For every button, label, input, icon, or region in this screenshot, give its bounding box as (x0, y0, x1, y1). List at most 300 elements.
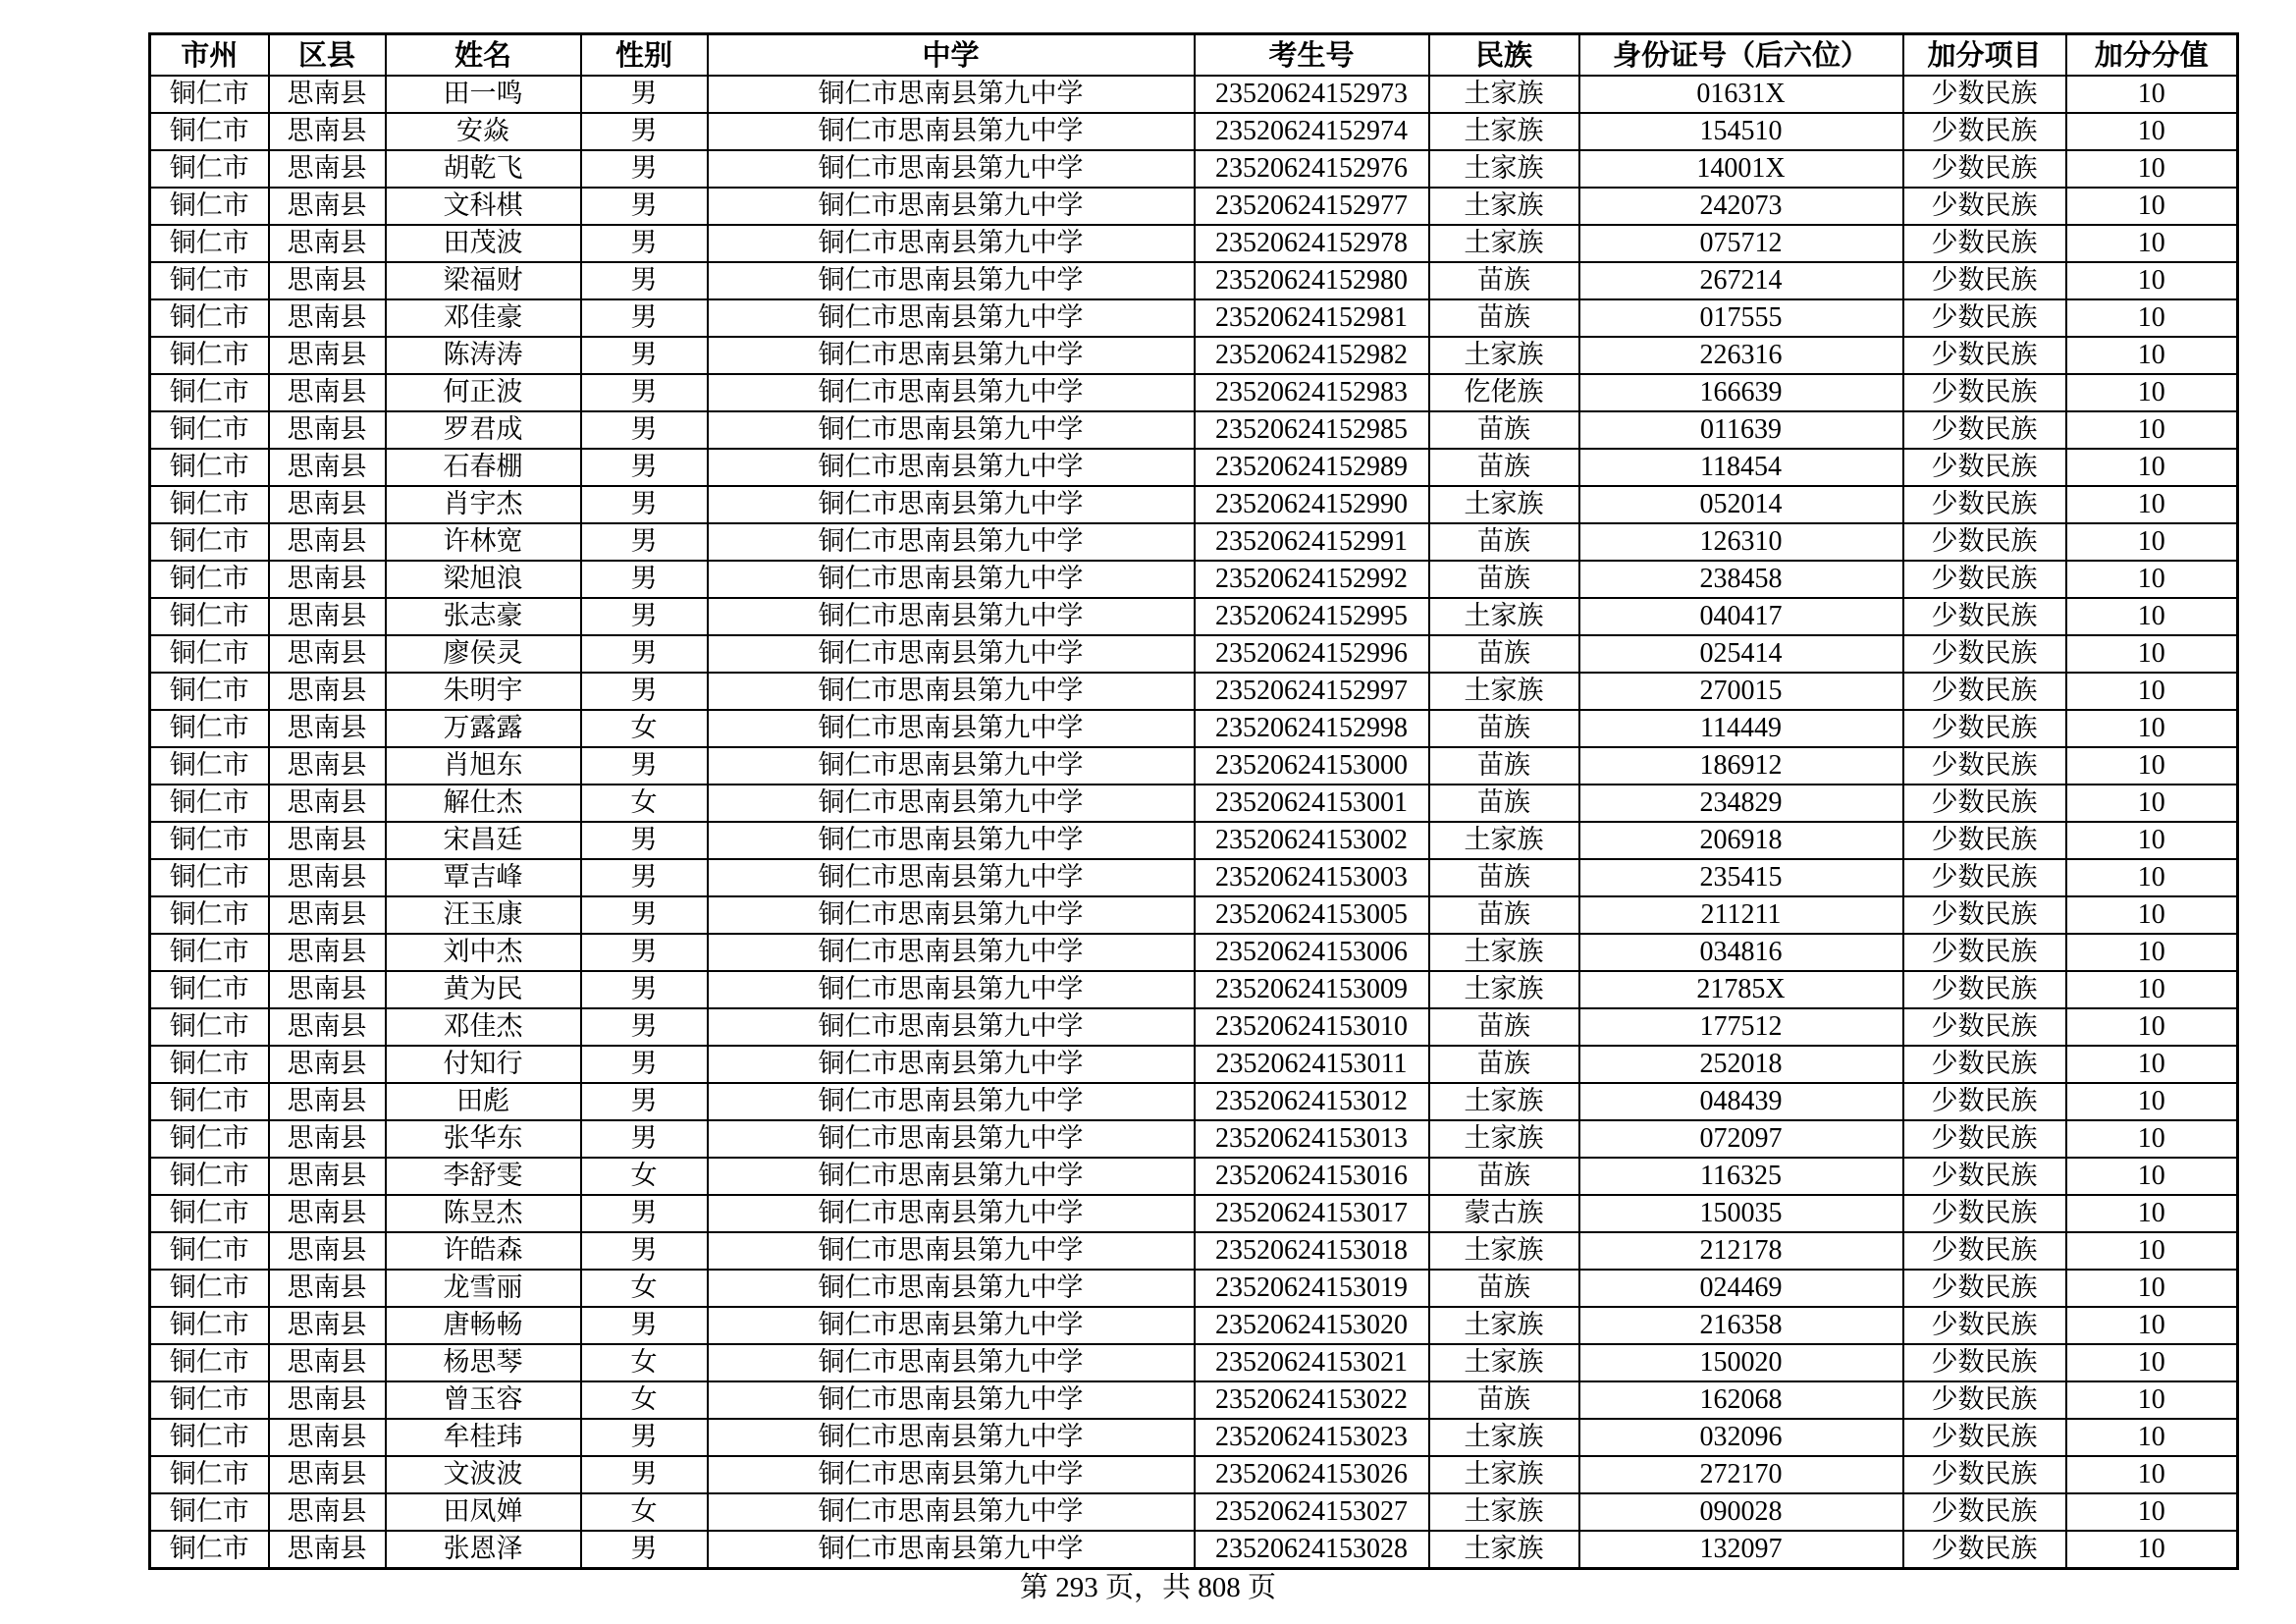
cell-ethnicity: 苗族 (1429, 262, 1579, 299)
cell-exam-number: 23520624152978 (1195, 225, 1429, 262)
cell-ethnicity: 土家族 (1429, 337, 1579, 374)
cell-bonus-value: 10 (2066, 822, 2238, 859)
cell-county: 思南县 (269, 523, 386, 561)
cell-ethnicity: 土家族 (1429, 598, 1579, 635)
cell-exam-number: 23520624153005 (1195, 896, 1429, 934)
cell-gender: 男 (581, 934, 708, 971)
cell-gender: 男 (581, 449, 708, 486)
header-name: 姓名 (386, 34, 581, 77)
cell-ethnicity: 土家族 (1429, 1120, 1579, 1158)
cell-ethnicity: 苗族 (1429, 635, 1579, 673)
table-row (150, 225, 2238, 262)
cell-city: 铜仁市 (150, 1307, 269, 1344)
cell-bonus-value: 10 (2066, 113, 2238, 150)
cell-id-last-six: 177512 (1579, 1008, 1903, 1046)
cell-bonus-item: 少数民族 (1903, 1195, 2066, 1232)
table-row (150, 1456, 2238, 1493)
cell-county: 思南县 (269, 225, 386, 262)
cell-gender: 男 (581, 374, 708, 411)
cell-gender: 男 (581, 225, 708, 262)
cell-ethnicity: 苗族 (1429, 859, 1579, 896)
cell-bonus-item: 少数民族 (1903, 561, 2066, 598)
cell-bonus-value: 10 (2066, 1195, 2238, 1232)
cell-county: 思南县 (269, 1232, 386, 1270)
cell-school: 铜仁市思南县第九中学 (708, 299, 1195, 337)
table-row (150, 1270, 2238, 1307)
cell-school: 铜仁市思南县第九中学 (708, 1493, 1195, 1531)
cell-school: 铜仁市思南县第九中学 (708, 1381, 1195, 1419)
cell-ethnicity: 土家族 (1429, 934, 1579, 971)
cell-id-last-six: 114449 (1579, 710, 1903, 747)
cell-school: 铜仁市思南县第九中学 (708, 76, 1195, 113)
cell-bonus-item: 少数民族 (1903, 1270, 2066, 1307)
cell-city: 铜仁市 (150, 225, 269, 262)
cell-city: 铜仁市 (150, 822, 269, 859)
cell-id-last-six: 14001X (1579, 150, 1903, 188)
header-city: 市州 (150, 34, 269, 77)
cell-exam-number: 23520624153013 (1195, 1120, 1429, 1158)
cell-school: 铜仁市思南县第九中学 (708, 1195, 1195, 1232)
header-ethnicity: 民族 (1429, 34, 1579, 77)
cell-gender: 男 (581, 113, 708, 150)
cell-id-last-six: 011639 (1579, 411, 1903, 449)
cell-school: 铜仁市思南县第九中学 (708, 113, 1195, 150)
header-county: 区县 (269, 34, 386, 77)
cell-ethnicity: 苗族 (1429, 1270, 1579, 1307)
cell-city: 铜仁市 (150, 561, 269, 598)
cell-bonus-value: 10 (2066, 262, 2238, 299)
cell-school: 铜仁市思南县第九中学 (708, 337, 1195, 374)
cell-city: 铜仁市 (150, 896, 269, 934)
table-header (150, 34, 2238, 77)
cell-bonus-item: 少数民族 (1903, 113, 2066, 150)
table-row (150, 1493, 2238, 1531)
cell-id-last-six: 048439 (1579, 1083, 1903, 1120)
table-body (150, 76, 2238, 1569)
cell-exam-number: 23520624152981 (1195, 299, 1429, 337)
cell-school: 铜仁市思南县第九中学 (708, 449, 1195, 486)
cell-ethnicity: 苗族 (1429, 1046, 1579, 1083)
table-row (150, 1195, 2238, 1232)
table-row (150, 1381, 2238, 1419)
cell-school: 铜仁市思南县第九中学 (708, 225, 1195, 262)
cell-id-last-six: 166639 (1579, 374, 1903, 411)
cell-bonus-item: 少数民族 (1903, 225, 2066, 262)
cell-gender: 男 (581, 188, 708, 225)
cell-gender: 男 (581, 411, 708, 449)
cell-gender: 男 (581, 1232, 708, 1270)
cell-id-last-six: 252018 (1579, 1046, 1903, 1083)
cell-id-last-six: 234829 (1579, 785, 1903, 822)
cell-county: 思南县 (269, 598, 386, 635)
cell-name: 田彪 (386, 1083, 581, 1120)
cell-city: 铜仁市 (150, 188, 269, 225)
cell-name: 朱明宇 (386, 673, 581, 710)
cell-city: 铜仁市 (150, 299, 269, 337)
header-row (150, 34, 2238, 77)
table-row (150, 1158, 2238, 1195)
cell-id-last-six: 226316 (1579, 337, 1903, 374)
cell-school: 铜仁市思南县第九中学 (708, 1120, 1195, 1158)
cell-city: 铜仁市 (150, 150, 269, 188)
cell-gender: 女 (581, 1381, 708, 1419)
cell-city: 铜仁市 (150, 523, 269, 561)
cell-name: 肖宇杰 (386, 486, 581, 523)
cell-id-last-six: 032096 (1579, 1419, 1903, 1456)
cell-bonus-value: 10 (2066, 1344, 2238, 1381)
cell-ethnicity: 土家族 (1429, 225, 1579, 262)
cell-county: 思南县 (269, 411, 386, 449)
cell-exam-number: 23520624153009 (1195, 971, 1429, 1008)
cell-bonus-value: 10 (2066, 934, 2238, 971)
cell-city: 铜仁市 (150, 710, 269, 747)
cell-city: 铜仁市 (150, 337, 269, 374)
cell-gender: 男 (581, 673, 708, 710)
cell-bonus-value: 10 (2066, 1158, 2238, 1195)
cell-school: 铜仁市思南县第九中学 (708, 561, 1195, 598)
cell-bonus-value: 10 (2066, 1307, 2238, 1344)
cell-id-last-six: 154510 (1579, 113, 1903, 150)
cell-county: 思南县 (269, 337, 386, 374)
cell-city: 铜仁市 (150, 1419, 269, 1456)
cell-school: 铜仁市思南县第九中学 (708, 1307, 1195, 1344)
cell-school: 铜仁市思南县第九中学 (708, 598, 1195, 635)
cell-exam-number: 23520624153020 (1195, 1307, 1429, 1344)
table-row (150, 673, 2238, 710)
cell-county: 思南县 (269, 1531, 386, 1569)
cell-county: 思南县 (269, 1456, 386, 1493)
cell-gender: 男 (581, 523, 708, 561)
cell-id-last-six: 024469 (1579, 1270, 1903, 1307)
cell-school: 铜仁市思南县第九中学 (708, 150, 1195, 188)
cell-bonus-item: 少数民族 (1903, 822, 2066, 859)
cell-name: 田凤婵 (386, 1493, 581, 1531)
cell-id-last-six: 017555 (1579, 299, 1903, 337)
cell-exam-number: 23520624153010 (1195, 1008, 1429, 1046)
cell-school: 铜仁市思南县第九中学 (708, 1419, 1195, 1456)
cell-county: 思南县 (269, 1008, 386, 1046)
cell-county: 思南县 (269, 1493, 386, 1531)
cell-exam-number: 23520624153027 (1195, 1493, 1429, 1531)
cell-exam-number: 23520624152980 (1195, 262, 1429, 299)
cell-bonus-item: 少数民族 (1903, 859, 2066, 896)
table-row (150, 411, 2238, 449)
cell-id-last-six: 206918 (1579, 822, 1903, 859)
cell-bonus-value: 10 (2066, 188, 2238, 225)
cell-county: 思南县 (269, 449, 386, 486)
cell-bonus-item: 少数民族 (1903, 710, 2066, 747)
cell-name: 罗君成 (386, 411, 581, 449)
cell-exam-number: 23520624152974 (1195, 113, 1429, 150)
cell-exam-number: 23520624153002 (1195, 822, 1429, 859)
cell-bonus-value: 10 (2066, 1493, 2238, 1531)
cell-county: 思南县 (269, 1195, 386, 1232)
cell-name: 梁福财 (386, 262, 581, 299)
cell-bonus-value: 10 (2066, 1046, 2238, 1083)
header-exam-number: 考生号 (1195, 34, 1429, 77)
cell-gender: 女 (581, 710, 708, 747)
cell-bonus-value: 10 (2066, 561, 2238, 598)
cell-school: 铜仁市思南县第九中学 (708, 486, 1195, 523)
cell-county: 思南县 (269, 710, 386, 747)
cell-bonus-item: 少数民族 (1903, 486, 2066, 523)
cell-bonus-item: 少数民族 (1903, 1158, 2066, 1195)
cell-bonus-value: 10 (2066, 411, 2238, 449)
cell-bonus-item: 少数民族 (1903, 1493, 2066, 1531)
cell-name: 廖侯灵 (386, 635, 581, 673)
cell-school: 铜仁市思南县第九中学 (708, 411, 1195, 449)
cell-id-last-six: 132097 (1579, 1531, 1903, 1569)
cell-name: 安焱 (386, 113, 581, 150)
cell-school: 铜仁市思南县第九中学 (708, 971, 1195, 1008)
cell-ethnicity: 土家族 (1429, 1531, 1579, 1569)
cell-ethnicity: 苗族 (1429, 561, 1579, 598)
cell-county: 思南县 (269, 1158, 386, 1195)
cell-exam-number: 23520624153000 (1195, 747, 1429, 785)
cell-id-last-six: 212178 (1579, 1232, 1903, 1270)
cell-bonus-item: 少数民族 (1903, 1531, 2066, 1569)
cell-exam-number: 23520624152976 (1195, 150, 1429, 188)
table-row (150, 188, 2238, 225)
cell-name: 曾玉容 (386, 1381, 581, 1419)
cell-ethnicity: 苗族 (1429, 299, 1579, 337)
cell-county: 思南县 (269, 486, 386, 523)
cell-id-last-six: 072097 (1579, 1120, 1903, 1158)
table-row (150, 635, 2238, 673)
cell-county: 思南县 (269, 859, 386, 896)
table-row (150, 1083, 2238, 1120)
cell-name: 万露露 (386, 710, 581, 747)
cell-school: 铜仁市思南县第九中学 (708, 262, 1195, 299)
cell-county: 思南县 (269, 113, 386, 150)
cell-exam-number: 23520624153018 (1195, 1232, 1429, 1270)
cell-name: 胡乾飞 (386, 150, 581, 188)
cell-bonus-value: 10 (2066, 710, 2238, 747)
cell-gender: 男 (581, 971, 708, 1008)
cell-gender: 男 (581, 1046, 708, 1083)
cell-gender: 男 (581, 896, 708, 934)
cell-exam-number: 23520624152991 (1195, 523, 1429, 561)
table-row (150, 486, 2238, 523)
cell-name: 杨思琴 (386, 1344, 581, 1381)
cell-bonus-value: 10 (2066, 1531, 2238, 1569)
cell-ethnicity: 土家族 (1429, 1456, 1579, 1493)
cell-gender: 男 (581, 1008, 708, 1046)
table-row (150, 561, 2238, 598)
cell-bonus-value: 10 (2066, 859, 2238, 896)
cell-gender: 男 (581, 561, 708, 598)
cell-exam-number: 23520624152990 (1195, 486, 1429, 523)
cell-city: 铜仁市 (150, 1456, 269, 1493)
cell-bonus-item: 少数民族 (1903, 262, 2066, 299)
cell-name: 张华东 (386, 1120, 581, 1158)
cell-exam-number: 23520624152982 (1195, 337, 1429, 374)
cell-city: 铜仁市 (150, 486, 269, 523)
cell-city: 铜仁市 (150, 411, 269, 449)
header-bonus-item: 加分项目 (1903, 34, 2066, 77)
cell-exam-number: 23520624152998 (1195, 710, 1429, 747)
cell-name: 覃吉峰 (386, 859, 581, 896)
cell-exam-number: 23520624152997 (1195, 673, 1429, 710)
cell-ethnicity: 仡佬族 (1429, 374, 1579, 411)
cell-name: 汪玉康 (386, 896, 581, 934)
cell-id-last-six: 126310 (1579, 523, 1903, 561)
cell-gender: 男 (581, 822, 708, 859)
cell-ethnicity: 苗族 (1429, 449, 1579, 486)
cell-bonus-item: 少数民族 (1903, 1419, 2066, 1456)
cell-id-last-six: 162068 (1579, 1381, 1903, 1419)
cell-exam-number: 23520624152985 (1195, 411, 1429, 449)
cell-county: 思南县 (269, 374, 386, 411)
cell-bonus-item: 少数民族 (1903, 1307, 2066, 1344)
cell-city: 铜仁市 (150, 1531, 269, 1569)
cell-county: 思南县 (269, 1381, 386, 1419)
cell-exam-number: 23520624152983 (1195, 374, 1429, 411)
cell-bonus-value: 10 (2066, 523, 2238, 561)
cell-exam-number: 23520624153006 (1195, 934, 1429, 971)
cell-school: 铜仁市思南县第九中学 (708, 1270, 1195, 1307)
cell-id-last-six: 034816 (1579, 934, 1903, 971)
cell-county: 思南县 (269, 822, 386, 859)
cell-id-last-six: 118454 (1579, 449, 1903, 486)
cell-bonus-value: 10 (2066, 150, 2238, 188)
cell-city: 铜仁市 (150, 747, 269, 785)
cell-id-last-six: 040417 (1579, 598, 1903, 635)
cell-exam-number: 23520624153017 (1195, 1195, 1429, 1232)
cell-exam-number: 23520624153022 (1195, 1381, 1429, 1419)
cell-bonus-item: 少数民族 (1903, 1046, 2066, 1083)
cell-ethnicity: 苗族 (1429, 710, 1579, 747)
table-row (150, 1419, 2238, 1456)
cell-bonus-value: 10 (2066, 449, 2238, 486)
cell-school: 铜仁市思南县第九中学 (708, 1046, 1195, 1083)
cell-exam-number: 23520624152996 (1195, 635, 1429, 673)
cell-school: 铜仁市思南县第九中学 (708, 374, 1195, 411)
cell-bonus-item: 少数民族 (1903, 449, 2066, 486)
cell-bonus-item: 少数民族 (1903, 150, 2066, 188)
cell-city: 铜仁市 (150, 1493, 269, 1531)
cell-city: 铜仁市 (150, 1270, 269, 1307)
cell-bonus-item: 少数民族 (1903, 337, 2066, 374)
cell-city: 铜仁市 (150, 1046, 269, 1083)
cell-city: 铜仁市 (150, 673, 269, 710)
cell-county: 思南县 (269, 1270, 386, 1307)
cell-county: 思南县 (269, 561, 386, 598)
cell-city: 铜仁市 (150, 859, 269, 896)
cell-bonus-value: 10 (2066, 635, 2238, 673)
cell-id-last-six: 025414 (1579, 635, 1903, 673)
cell-city: 铜仁市 (150, 1381, 269, 1419)
cell-bonus-item: 少数民族 (1903, 374, 2066, 411)
cell-gender: 女 (581, 1270, 708, 1307)
cell-bonus-item: 少数民族 (1903, 635, 2066, 673)
cell-school: 铜仁市思南县第九中学 (708, 710, 1195, 747)
cell-name: 宋昌廷 (386, 822, 581, 859)
cell-gender: 男 (581, 1083, 708, 1120)
cell-ethnicity: 苗族 (1429, 1008, 1579, 1046)
table-row (150, 113, 2238, 150)
table-row (150, 1307, 2238, 1344)
cell-gender: 男 (581, 150, 708, 188)
cell-bonus-item: 少数民族 (1903, 1344, 2066, 1381)
cell-ethnicity: 苗族 (1429, 1158, 1579, 1195)
cell-id-last-six: 075712 (1579, 225, 1903, 262)
cell-bonus-item: 少数民族 (1903, 188, 2066, 225)
cell-gender: 男 (581, 598, 708, 635)
cell-exam-number: 23520624153011 (1195, 1046, 1429, 1083)
cell-school: 铜仁市思南县第九中学 (708, 859, 1195, 896)
cell-school: 铜仁市思南县第九中学 (708, 1344, 1195, 1381)
cell-bonus-value: 10 (2066, 486, 2238, 523)
table-row (150, 896, 2238, 934)
cell-gender: 男 (581, 262, 708, 299)
cell-bonus-item: 少数民族 (1903, 673, 2066, 710)
cell-bonus-item: 少数民族 (1903, 299, 2066, 337)
cell-county: 思南县 (269, 896, 386, 934)
cell-bonus-value: 10 (2066, 337, 2238, 374)
cell-bonus-item: 少数民族 (1903, 1008, 2066, 1046)
cell-id-last-six: 267214 (1579, 262, 1903, 299)
cell-gender: 男 (581, 1195, 708, 1232)
cell-bonus-value: 10 (2066, 747, 2238, 785)
cell-school: 铜仁市思南县第九中学 (708, 523, 1195, 561)
cell-city: 铜仁市 (150, 1232, 269, 1270)
cell-exam-number: 23520624152973 (1195, 76, 1429, 113)
cell-gender: 男 (581, 859, 708, 896)
table-row (150, 1046, 2238, 1083)
cell-bonus-item: 少数民族 (1903, 896, 2066, 934)
cell-bonus-value: 10 (2066, 1419, 2238, 1456)
cell-gender: 男 (581, 1531, 708, 1569)
cell-ethnicity: 土家族 (1429, 673, 1579, 710)
header-gender: 性别 (581, 34, 708, 77)
cell-exam-number: 23520624152977 (1195, 188, 1429, 225)
cell-city: 铜仁市 (150, 1008, 269, 1046)
cell-school: 铜仁市思南县第九中学 (708, 1008, 1195, 1046)
cell-bonus-item: 少数民族 (1903, 971, 2066, 1008)
cell-name: 解仕杰 (386, 785, 581, 822)
cell-id-last-six: 238458 (1579, 561, 1903, 598)
cell-county: 思南县 (269, 262, 386, 299)
cell-bonus-item: 少数民族 (1903, 1120, 2066, 1158)
cell-name: 黄为民 (386, 971, 581, 1008)
cell-school: 铜仁市思南县第九中学 (708, 1083, 1195, 1120)
cell-exam-number: 23520624152992 (1195, 561, 1429, 598)
cell-city: 铜仁市 (150, 76, 269, 113)
cell-gender: 女 (581, 1344, 708, 1381)
cell-school: 铜仁市思南县第九中学 (708, 822, 1195, 859)
cell-exam-number: 23520624153019 (1195, 1270, 1429, 1307)
cell-exam-number: 23520624153012 (1195, 1083, 1429, 1120)
cell-city: 铜仁市 (150, 113, 269, 150)
table-row (150, 150, 2238, 188)
cell-city: 铜仁市 (150, 262, 269, 299)
cell-city: 铜仁市 (150, 1158, 269, 1195)
cell-id-last-six: 235415 (1579, 859, 1903, 896)
cell-gender: 男 (581, 1456, 708, 1493)
cell-school: 铜仁市思南县第九中学 (708, 188, 1195, 225)
cell-county: 思南县 (269, 188, 386, 225)
cell-county: 思南县 (269, 1083, 386, 1120)
table-row (150, 523, 2238, 561)
cell-exam-number: 23520624153021 (1195, 1344, 1429, 1381)
table-row (150, 747, 2238, 785)
cell-name: 张恩泽 (386, 1531, 581, 1569)
cell-ethnicity: 土家族 (1429, 1083, 1579, 1120)
cell-bonus-value: 10 (2066, 76, 2238, 113)
cell-city: 铜仁市 (150, 635, 269, 673)
cell-school: 铜仁市思南县第九中学 (708, 747, 1195, 785)
